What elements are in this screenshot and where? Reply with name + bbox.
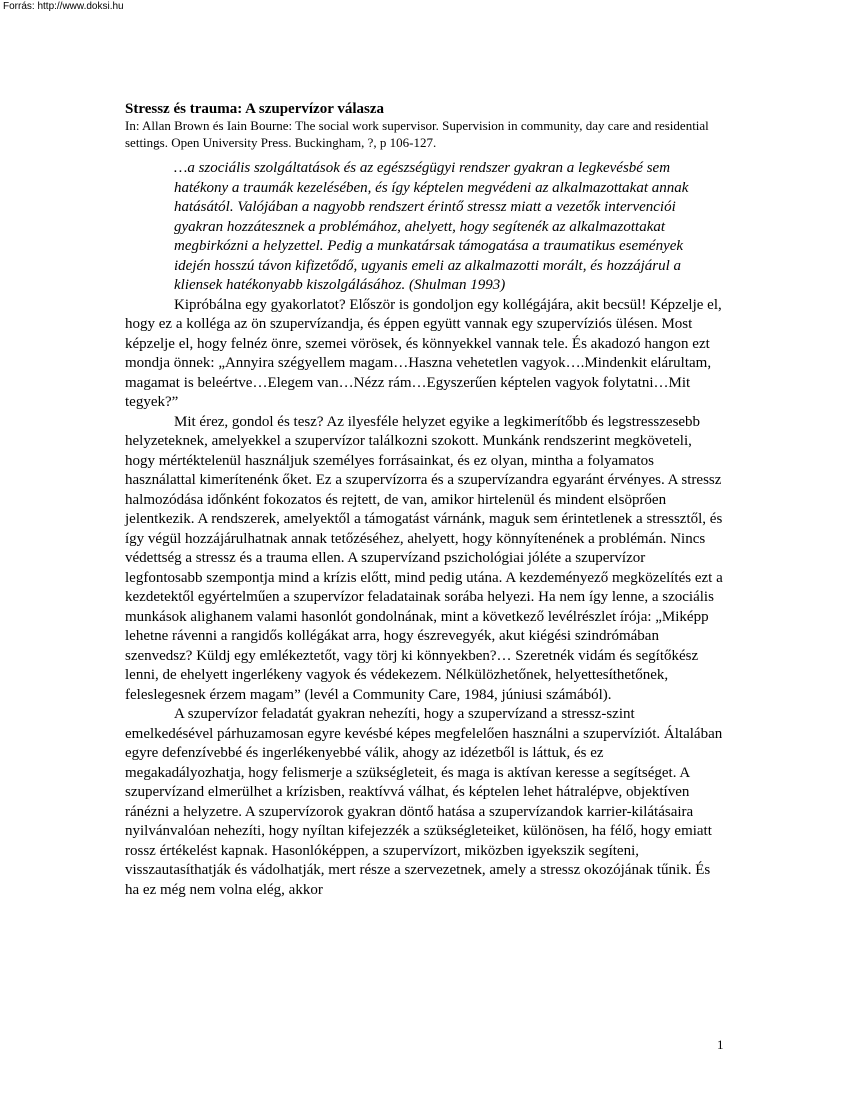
page-title: Stressz és trauma: A szupervízor válasza (125, 101, 384, 117)
source-note: Forrás: http://www.doksi.hu (3, 1, 124, 12)
paragraph-3: A szupervízor feladatát gyakran nehezíti, hogy a szupervízand a stressz-szint emelkedésével párhuzamosan egyre kevésbé képes megfelelően használni a szupervíziót. Általában egyre defenzívebbé és ingerlékenyebbé válik, ahogy az idézetből is láttuk, és ez megakadályozhatja, hogy felismerje a szükségleteit, és maga is aktívan keresse a segítséget. A szupervízand elmerülhet a krízisben, reaktívvá válhat, és képtelen lehet hátralépve, objektíven ránézni a helyzetre. A szupervízorok gyakran döntő hatása a szupervízandok karrier-kilátásaira nyilvánvalóan nehezíti, hogy nyíltan kifejezzék a szükségleteiket, különösen, ha félő, hogy emiatt rossz értékelést kapnak. Hasonlóképpen, a szupervízort, miközben igyekszik segíteni, visszautasíthatják és vádolhatják, mert része a szervezetnek, amely a stressz okozójának tűnik. És ha ez még nem volna elég, akkor (125, 706, 723, 898)
paragraph-1: Kipróbálna egy gyakorlatot? Először is gondoljon egy kollégájára, akit becsül! Képzelje el, hogy ez a kolléga az ön szupervízandja, és éppen együtt vannak egy szupervíziós ülésen. Most képzelje el, hogy felnéz önre, szemei vörösek, és könnyekkel vannak tele. És akadozó hangon ezt mondja önnek: „Annyira szégyellem magam…Haszna vehetetlen vagyok….Mindenkit elárultam, magamat is beleértve…Elegem van…Nézz rám…Egyszerűen képtelen vagyok folytatni…Mit tegyek?” (125, 296, 722, 410)
citation: In: Allan Brown és Iain Bourne: The social work supervisor. Supervision in community, day care and residential settings. Open University Press. Buckingham, ?, p 106-127. (125, 118, 709, 150)
document-body (125, 100, 723, 900)
paragraph-2: Mit érez, gondol és tesz? Az ilyesféle helyzet egyike a legkimerítőbb és legstresszesebb helyzeteknek, amelyekkel a szupervízor találkozni szokott. Munkánk rendszerint megköveteli, hogy mértéktelenül használjuk személyes forrásainkat, és ez olyan, mintha a folyamatos használattal kimerítenénk őket. Ez a szupervízorra és a szupervízandra egyaránt érvényes. A stressz halmozódása időnként fokozatos és rejtett, de van, amikor hirtelenül és mindent elsöprően jelentkezik. A rendszerek, amelyektől a támogatást várnánk, maguk sem érintetlenek a stressztől, és így végül hozzájárulhatnak annak tetőzéséhez, ahelyett, hogy könnyítenének a problémán. Nincs védettség a stressz és a trauma ellen. A szupervízand pszichológiai jóléte a szupervízor legfontosabb szempontja mind a krízis előtt, mind pedig utána. A kezdeményező megközelítés ezt a kezdetektől egyértelműen a szupervízor feladatainak sorába helyezi. Ha nem így lenne, a szociális munkások alighanem valami hasonlót gondolnának, mint a következő levélrészlet írója: „Miképp lehetne rávenni a rangidős kollégákat arra, hogy észrevegyék, akut kiégési szindrómában szenvedsz? Küldj egy emlékeztetőt, vagy törj ki könnyekben?… Szeretnék vidám és segítőkész lenni, de ehelyett ingerlékeny vagyok és védekezem. Nélkülözhetőnek, helyettesíthetőnek, feleslegesnek érzem magam” (levél a Community Care, 1984, júniusi számából). (125, 413, 723, 703)
epigraph-quote: …a szociális szolgáltatások és az egészségügyi rendszer gyakran a legkevésbé sem hatékony a traumák kezelésében, és így képtelen megvédeni az alkalmazottakat annak hatásától. Valójában a nagyobb rendszert érintő stressz miatt a vezetők intervenciói gyakran hozzátesznek a problémához, ahelyett, hogy segítenék az alkalmazottakat megbirkózni a helyzettel. Pedig a munkatársak támogatása a traumatikus események idején hosszú távon kifizetődő, ugyanis emeli az alkalmazotti morált, és hozzájárul a kliensek hatékonyabb kiszolgálásához. (Shulman 1993) (174, 160, 689, 293)
page-number: 1 (717, 1037, 724, 1052)
